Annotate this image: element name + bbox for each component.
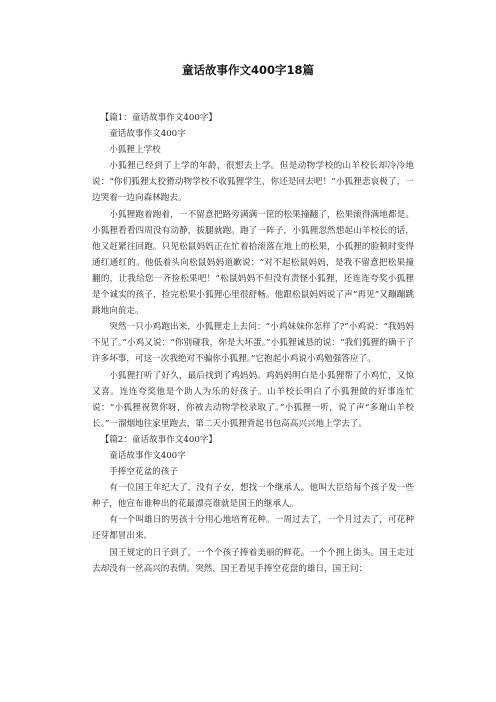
section-heading: 【篇1：童话故事作文400字】	[100, 113, 217, 123]
paragraph: 童话故事作文400字	[109, 129, 186, 140]
paragraph: 小狐狸已经到了上学的年龄，很想去上学。但是动物学校的山羊校长却冷冷地说：“你们狐狸太狡猾动物学校不收狐狸学生，你还是回去吧！”小狐狸悲哀极了，一边哭着一边向森林跑去。	[92, 161, 414, 204]
document-body	[92, 110, 414, 577]
paragraph: 有一位国王年纪大了，没有子女，想找一个继承人。他叫大臣给每个孩子发一些种子，他宣布谁种出的花最漂亮谁就是国王的继承人。	[92, 483, 414, 510]
document-title: 童话故事作文400字18篇	[181, 63, 314, 77]
paragraph: 国王规定的日子到了，一个个孩子捧着美丽的鲜花。一个个拥上街头。国王走过去却没有一丝高兴的表情。突然，国王看见手捧空花盘的雄日，国王问：	[92, 547, 414, 574]
paragraph: 小狐狸打听了好久，最后找到了鸡妈妈。鸡妈妈明白是小狐狸帮了小鸡忙，又惊又喜。连连夸奖他是个助人为乐的好孩子。山羊校长明白了小狐狸做的好事连忙说：“小狐狸祝贺你呀，你被去动物学校录取了。”小狐狸一听，说了声“多谢山羊校长。”一溜烟地往家里跑去，第二天小狐狸背起书包高高兴兴地上学去了。	[92, 370, 414, 429]
paragraph: 有一个叫雄日的男孩十分用心地培育花种。一周过去了，一个月过去了，可花种还芽都冒出来。	[92, 515, 414, 542]
section-heading: 【篇2：童话故事作文400字】	[100, 434, 217, 445]
paragraph: 小狐狸上学校	[109, 145, 161, 156]
paragraph: 手捧空花盆的孩子	[109, 467, 178, 478]
paragraph: 突然一只小鸡跑出来，小狐狸走上去问：“小鸡妹妹你怎样了?”小鸡说：“我妈妈不见了。”小鸡又说：“你别碰我，你是大坏蛋。”小狐狸诚恳的说：“我们狐狸的确干了许多坏事，可这一次我绝对不骗你小狐狸。”它抱起小鸡说小鸡勉强答应了。	[92, 322, 414, 365]
paragraph: 童话故事作文400字	[109, 450, 186, 461]
paragraph: 小狐狸跑着跑着，一不留意把路旁满满一筐的松果撞翻了，松果滚得满地都是。小狐狸看看四周没有动静，拔腿就跑。跑了一阵子，小狐狸忽然想起山羊校长的话，他又赶紧往回跑。只见松鼠妈妈正在忙着拾滚落在地上的松果，小狐狸的脸顿时变得通红通红的。他低着头向松鼠妈妈道歉说：“对不起松鼠妈妈，是我不留意把松果撞翻的，让我给您一齐捡松果吧！”松鼠妈妈不但没有责怪小狐狸，还连连夸奖小狐狸是个诚实的孩子，捡完松果小狐狸心里很舒畅。他跟松鼠妈妈说了声“再见”又蹦蹦跳跳地向前走。	[92, 209, 414, 317]
